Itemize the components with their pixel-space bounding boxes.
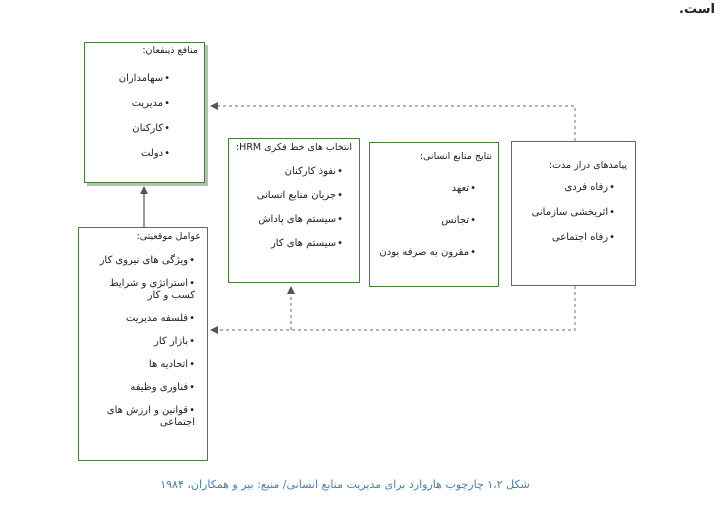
list-item: • اثربخشی سازمانی bbox=[516, 207, 627, 219]
list-item: • تجانس bbox=[374, 215, 490, 227]
list-item: • مدیریت bbox=[89, 98, 196, 110]
list-item: • ویژگی های نیروی کار bbox=[83, 255, 199, 267]
box-title: منافع ذینفعان: bbox=[142, 45, 198, 56]
box-title: عوامل موقعیتی: bbox=[136, 231, 201, 242]
situational-factors-box bbox=[78, 227, 208, 461]
box-title: پیامدهای دراز مدت: bbox=[548, 160, 627, 171]
feedback-arrow-situational bbox=[211, 286, 575, 330]
list-item: • نفوذ کارکنان bbox=[233, 166, 351, 178]
hr-outcomes-box bbox=[369, 142, 499, 287]
stakeholder-interests-box bbox=[84, 42, 205, 183]
list-item: • فناوری وظیفه bbox=[83, 382, 199, 394]
list-item: • اتحادیه ها bbox=[83, 359, 199, 371]
figure-caption: شکل ۱،۲ چارچوب هاروارد برای مدیریت منابع انسانی/ منبع: بیر و همکاران، ۱۹۸۴ bbox=[160, 478, 530, 491]
list-item: • سهامداران bbox=[89, 73, 196, 85]
list-item: • رفاه فردی bbox=[516, 182, 627, 194]
list-item: • رفاه اجتماعی bbox=[516, 232, 627, 244]
list-item: • سیستم های پاداش bbox=[233, 214, 351, 226]
list-item: • قوانین و ارزش های اجتماعی bbox=[83, 405, 199, 429]
list-item: • کارکنان bbox=[89, 123, 196, 135]
box-title: نتایج منابع انسانی: bbox=[419, 151, 492, 162]
feedback-arrow-stakeholders bbox=[211, 106, 575, 141]
long-term-consequences-box bbox=[511, 141, 636, 286]
hrm-policy-choices-box bbox=[228, 138, 360, 283]
list-item: • دولت bbox=[89, 148, 196, 160]
list-item: • بازار کار bbox=[83, 336, 199, 348]
list-item: • جریان منابع انسانی bbox=[233, 190, 351, 202]
top-text: است. bbox=[679, 2, 715, 17]
box-title: انتخاب های خط فکری HRM: bbox=[235, 142, 353, 153]
list-item: • سیستم های کار bbox=[233, 238, 351, 250]
list-item: • استراتژی و شرایط کسب و کار bbox=[83, 278, 199, 302]
list-item: • فلسفه مدیریت bbox=[83, 313, 199, 325]
list-item: • تعهد bbox=[374, 183, 490, 195]
list-item: • مقرون به صرفه بودن bbox=[374, 247, 490, 259]
